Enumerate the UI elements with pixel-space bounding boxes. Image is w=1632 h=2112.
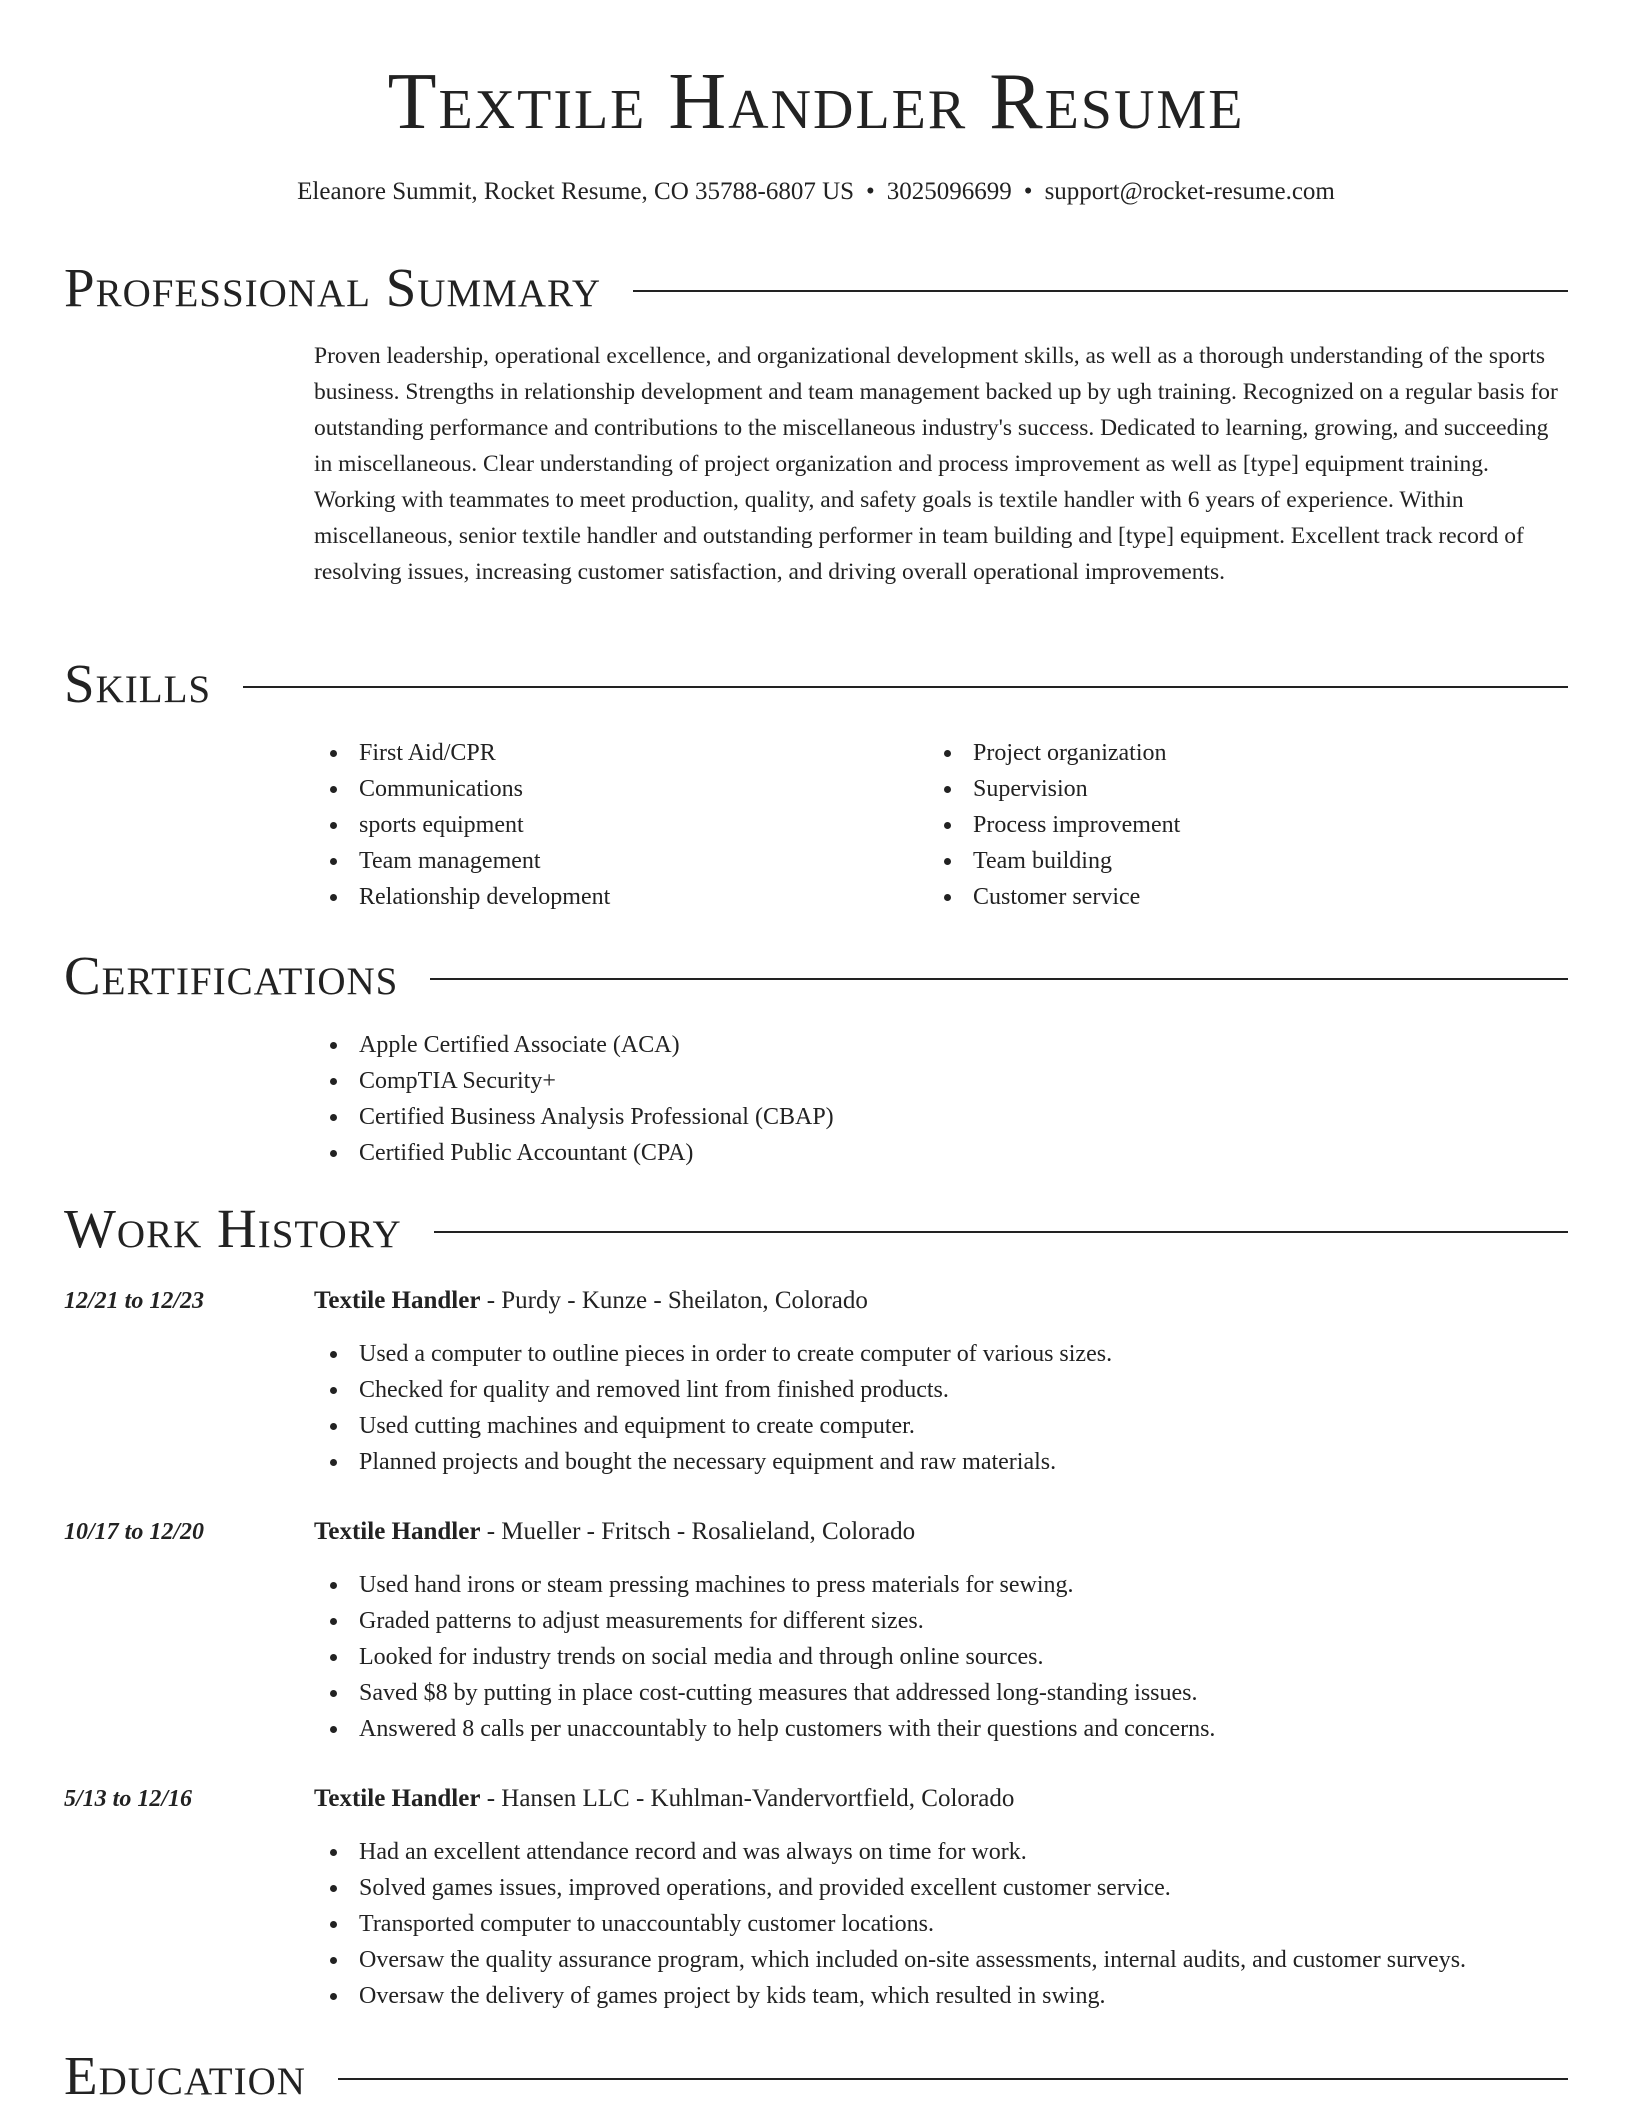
list-item: Apple Certified Associate (ACA) <box>314 1027 834 1063</box>
job-bullets <box>314 1336 1112 1480</box>
list-item: Transported computer to unaccountably customer locations. <box>314 1906 1466 1942</box>
section-divider <box>338 2078 1568 2080</box>
skills-list-right <box>928 735 1180 915</box>
list-item: Solved games issues, improved operations, and provided excellent customer service. <box>314 1870 1466 1906</box>
section-title-skills: Skills <box>64 653 212 714</box>
list-item: Customer service <box>928 879 1180 915</box>
contact-email[interactable]: support@rocket-resume.com <box>1044 178 1335 205</box>
list-item: Relationship development <box>314 879 610 915</box>
list-item: Certified Business Analysis Professional (CBAP) <box>314 1099 834 1135</box>
job-dates: 12/21 to 12/23 <box>64 1288 205 1314</box>
section-title-education: Education <box>64 2045 306 2106</box>
job-dates: 5/13 to 12/16 <box>64 1786 193 1812</box>
summary-text: Proven leadership, operational excellence, and organizational development skills, as well as a thorough understanding of the sports business. Strengths in relationship development and team management backed up by ugh training. Recognized on a regular basis for outstanding performance and contributions to the miscellaneous industry's success. Dedicated to learning, growing, and succeeding in miscellaneous. Clear understanding of project organization and process improvement as well as [type] equipment training. Working with teammates to meet production, quality, and safety goals is textile handler with 6 years of experience. Within miscellaneous, senior textile handler and outstanding performer in team building and [type] equipment. Excellent track record of resolving issues, increasing customer satisfaction, and driving overall operational improvements. <box>314 343 1558 585</box>
job-heading <box>314 1514 915 1550</box>
list-item: Graded patterns to adjust measurements for different sizes. <box>314 1603 1215 1639</box>
list-item: Oversaw the delivery of games project by kids team, which resulted in swing. <box>314 1978 1466 2014</box>
list-item: Team building <box>928 843 1180 879</box>
list-item: Had an excellent attendance record and was always on time for work. <box>314 1834 1466 1870</box>
job-heading <box>314 1283 868 1319</box>
list-item: Team management <box>314 843 610 879</box>
job-title: Textile Handler <box>314 1287 481 1314</box>
section-header-certifications <box>64 944 1568 1008</box>
list-item: sports equipment <box>314 807 610 843</box>
list-item: Communications <box>314 771 610 807</box>
job-title: Textile Handler <box>314 1785 481 1812</box>
section-header-skills <box>64 652 1568 716</box>
section-divider <box>633 290 1568 292</box>
list-item: Supervision <box>928 771 1180 807</box>
list-item: Process improvement <box>928 807 1180 843</box>
list-item: Certified Public Accountant (CPA) <box>314 1135 834 1171</box>
list-item: Used hand irons or steam pressing machines to press materials for sewing. <box>314 1567 1215 1603</box>
section-header-education <box>64 2044 1568 2108</box>
list-item: Saved $8 by putting in place cost-cutting measures that addressed long-standing issues. <box>314 1675 1215 1711</box>
section-header-work-history <box>64 1197 1568 1261</box>
list-item: Used a computer to outline pieces in order to create computer of various sizes. <box>314 1336 1112 1372</box>
section-header-summary <box>64 256 1568 320</box>
job-dates: 10/17 to 12/20 <box>64 1519 205 1545</box>
page-title: Textile Handler Resume <box>387 58 1245 146</box>
job-title: Textile Handler <box>314 1518 481 1545</box>
contact-separator: • <box>866 178 875 205</box>
contact-line <box>0 175 1632 209</box>
section-title-work-history: Work History <box>64 1198 402 1259</box>
section-divider <box>243 686 1568 688</box>
job-bullets <box>314 1834 1466 2014</box>
job-heading <box>314 1781 1014 1817</box>
section-title-summary: Professional Summary <box>64 257 602 318</box>
list-item: Used cutting machines and equipment to create computer. <box>314 1408 1112 1444</box>
contact-separator: • <box>1023 178 1033 205</box>
list-item: Answered 8 calls per unaccountably to help customers with their questions and concerns. <box>314 1711 1215 1747</box>
job-employer: - Mueller - Fritsch - Rosalieland, Colorado <box>480 1518 916 1545</box>
job-bullets <box>314 1567 1215 1747</box>
list-item: Oversaw the quality assurance program, which included on-site assessments, internal audits, and customer surveys. <box>314 1942 1466 1978</box>
list-item: Project organization <box>928 735 1180 771</box>
contact-phone: 3025096699 <box>886 178 1012 205</box>
skills-list-left <box>314 735 610 915</box>
job-employer: - Purdy - Kunze - Sheilaton, Colorado <box>480 1287 868 1314</box>
section-divider <box>430 978 1568 980</box>
list-item: Looked for industry trends on social media and through online sources. <box>314 1639 1215 1675</box>
section-divider <box>434 1231 1568 1233</box>
list-item: CompTIA Security+ <box>314 1063 834 1099</box>
job-employer: - Hansen LLC - Kuhlman-Vandervortfield, Colorado <box>480 1785 1015 1812</box>
certifications-list <box>314 1027 834 1171</box>
contact-address: Eleanore Summit, Rocket Resume, CO 35788-6807 US <box>297 178 855 205</box>
list-item: Checked for quality and removed lint from finished products. <box>314 1372 1112 1408</box>
list-item: First Aid/CPR <box>314 735 610 771</box>
list-item: Planned projects and bought the necessary equipment and raw materials. <box>314 1444 1112 1480</box>
section-title-certifications: Certifications <box>64 945 399 1006</box>
